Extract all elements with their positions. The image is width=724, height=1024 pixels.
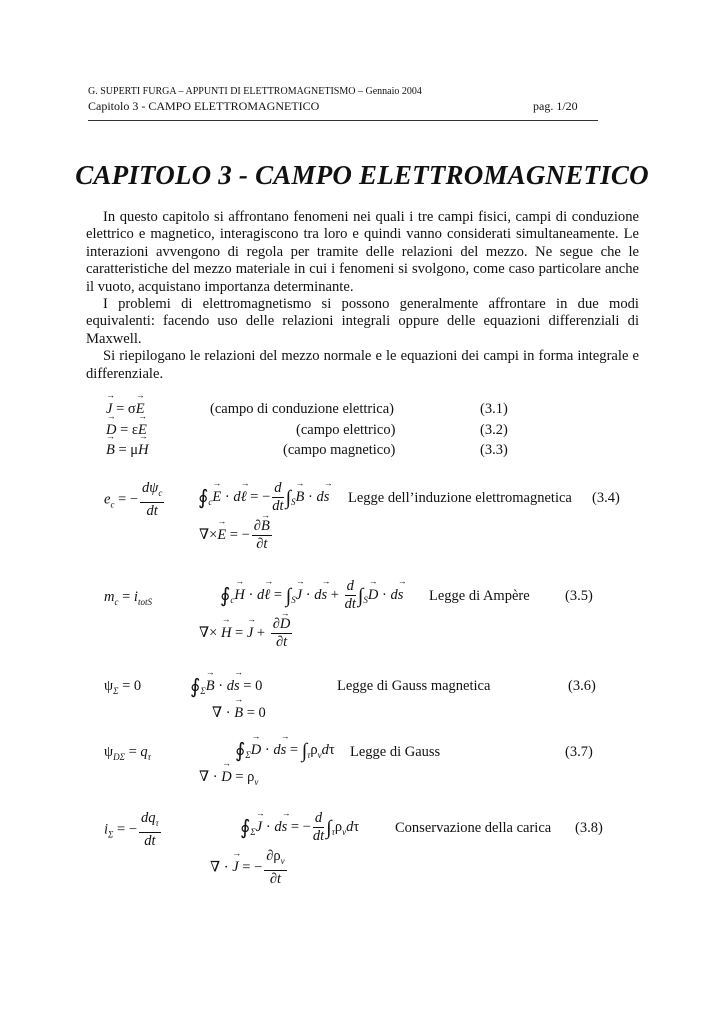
equation-number: (3.7) (565, 744, 593, 760)
formula-induction-differential: ∇×→ E = − $\frac{\partial\to B}{\partial t}$ (199, 518, 274, 553)
page-number: pag. 1/20 (533, 99, 578, 113)
equation-number: (3.5) (565, 588, 593, 604)
relation-desc: (campo di conduzione elettrica) (210, 401, 394, 417)
formula-gauss-differential: ∇ · → $D = \rho_v$ (199, 769, 258, 787)
equation-number: (3.4) (592, 490, 620, 506)
intro-text (86, 209, 639, 383)
chapter-header: Capitolo 3 - CAMPO ELETTROMAGNETICO (88, 99, 320, 113)
formula-electric-flux: $\psi_{D\Sigma} = q_\tau$ (104, 744, 151, 762)
law-label: Legge di Ampère (429, 588, 530, 604)
header-rule (88, 120, 598, 121)
formula-emf: $e_c$ = − $\frac{d\psi_c}{dt}$ (104, 480, 163, 519)
relation-3-2: → D = ε→ E (106, 422, 147, 439)
paragraph: In questo capitolo si affrontano fenomeni nei quali i tre campi fisici, campi di conduzione elettrico e magnetico, interagiscono tra loro e quindi vanno considerati simultaneamente. Le interazioni avvengono di regola per tramite delle relazioni del mezzo. Ne segue che le caratteristiche del mezzo materiale in cui i fenomeni si svolgono, come caso particolare anche il vuoto, acquistano importanza determinante. (86, 209, 639, 295)
relation-desc: (campo elettrico) (296, 422, 396, 438)
equation-number: (3.6) (568, 678, 596, 694)
equation-number: (3.1) (480, 401, 508, 417)
running-header: G. SUPERTI FURGA – APPUNTI DI ELETTROMAGNETISMO – Gennaio 2004 (88, 86, 422, 97)
formula-mmf: $m_c = i_{totS}$ (104, 589, 152, 607)
formula-induction-integral: $∮_c\to E \cdot d\to$ ℓ = − $\frac{d}{dt}$ $\int_S\to B \cdot d\to s$ (198, 480, 329, 515)
formula-gauss-integral: $∮_\Sigma\to D \cdot d\to s = \int_\tau\rho_vd\tau$ (235, 738, 335, 763)
formula-ampere-integral: $∮_c\to H \cdot d\to$ ℓ = $\int_S\to J \cdot d\to s$ + $\frac{d}{dt}$ $\int_S\to D \cdot d\to s$ (220, 578, 403, 613)
equation-number: (3.3) (480, 442, 508, 458)
formula-magnetic-flux: $\psi_\Sigma = 0$ (104, 678, 142, 696)
law-label: Legge di Gauss magnetica (337, 678, 491, 694)
formula-magnetic-gauss-integral: $∮_\Sigma\to B \cdot d\to s = 0$ (190, 674, 262, 699)
formula-magnetic-gauss-differential: ∇ · → B = 0 (212, 705, 266, 722)
paragraph: Si riepilogano le relazioni del mezzo normale e le equazioni dei campi in forma integrale e differenziale. (86, 348, 639, 382)
formula-continuity-integral: $∮_\Sigma\to J \cdot d\to s$ = − $\frac{d}{dt}$ $\int_\tau\rho_vd\tau$ (240, 810, 359, 845)
paragraph: I problemi di elettromagnetismo si possono generalmente affrontare in due modi equivalenti: facendo uso delle relazioni integrali oppure delle equazioni differenziali di Maxwell. (86, 296, 639, 347)
equation-number: (3.8) (575, 820, 603, 836)
formula-ampere-differential: ∇× → H = → J + $\frac{\partial\to D}{\partial t}$ (199, 616, 294, 651)
relation-3-1: → J = σ→ E (106, 401, 145, 418)
relation-desc: (campo magnetico) (283, 442, 396, 458)
equation-number: (3.2) (480, 422, 508, 438)
formula-current: $i_\Sigma$ = − $\frac{dq_\tau}{dt}$ (104, 810, 159, 849)
law-label: Conservazione della carica (395, 820, 552, 836)
chapter-title: CAPITOLO 3 - CAMPO ELETTROMAGNETICO (75, 160, 649, 190)
formula-continuity-differential: ∇ · → J = − $\frac{\partial\rho_v}{\partial t}$ (210, 848, 289, 888)
law-label: Legge di Gauss (350, 744, 441, 760)
law-label: Legge dell’induzione elettromagnetica (348, 490, 572, 506)
relation-3-3: → B = μ→ H (106, 442, 149, 459)
